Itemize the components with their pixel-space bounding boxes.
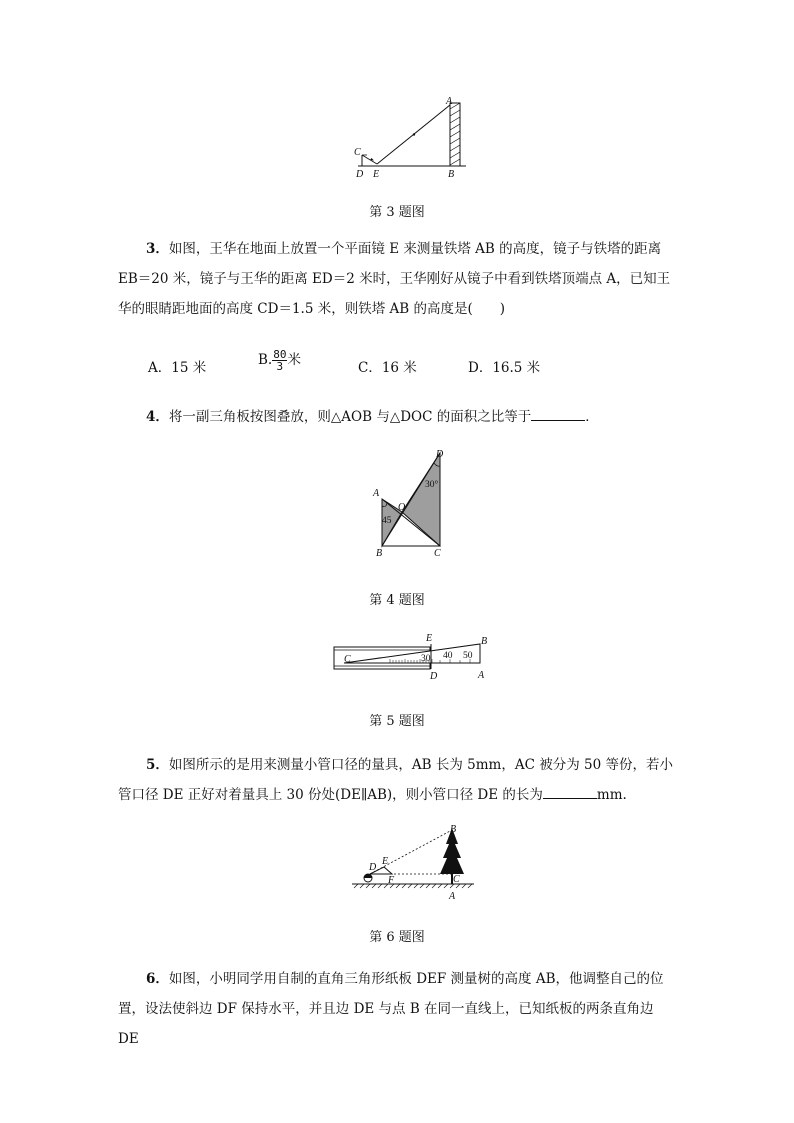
question-3-line-1: 如图，王华在地面上放置一个平面镜 E 来测量铁塔 AB 的高度，镜子与铁塔的距离 [168, 241, 662, 257]
figure-5-diagram [330, 632, 495, 682]
question-4-number: 4． [146, 409, 169, 425]
fig3-label-a: A [446, 96, 453, 107]
fig5-tick-30: 30 [421, 654, 431, 664]
fig4-angle-30: 30° [425, 480, 439, 490]
question-4-answer-blank[interactable] [531, 406, 585, 421]
option-b-prefix: B. [258, 352, 273, 368]
fig3-label-b: B [448, 169, 455, 180]
fig6-label-f: F [388, 875, 395, 886]
fig5-label-d: D [430, 671, 438, 682]
question-6 [118, 964, 678, 1054]
option-d[interactable]: D．16.5 米 [468, 360, 541, 376]
fig5-label-c: C [344, 654, 351, 665]
option-b-fraction [272, 349, 287, 372]
fig4-label-d: D [436, 449, 444, 460]
question-6-line-1: 如图，小明同学用自制的直角三角形纸板 DEF 测量树的高度 AB，他调整自己的位 [168, 971, 664, 987]
question-4-end: ． [585, 409, 599, 425]
option-b-numerator: 80 [273, 348, 287, 361]
fig5-tick-50: 50 [463, 651, 473, 661]
question-6-number: 6． [146, 971, 169, 987]
figure-3-caption: 第 3 题图 [369, 205, 425, 220]
figure-6-diagram [348, 820, 478, 908]
question-5-number: 5． [146, 757, 169, 773]
question-4-text: 将一副三角板按图叠放，则△AOB 与△DOC 的面积之比等于 [168, 409, 532, 425]
figure-5-caption: 第 5 题图 [369, 714, 425, 729]
option-b[interactable] [258, 348, 301, 372]
question-5-answer-blank[interactable] [543, 784, 597, 799]
fig3-label-e: E [373, 169, 380, 180]
question-3-line-3: 华的眼睛距地面的高度 CD＝1.5 米，则铁塔 AB 的高度是( ) [118, 301, 505, 317]
option-b-denominator: 3 [276, 360, 284, 373]
question-5-line-2: 管口径 DE 正好对着量具上 30 份处(DE∥AB)，则小管口径 DE 的长为 [118, 787, 543, 803]
figure-3-diagram [350, 95, 470, 185]
question-4 [118, 402, 678, 432]
fig6-label-a: A [449, 891, 456, 902]
question-3-number: 3． [146, 241, 169, 257]
figure-6-caption: 第 6 题图 [369, 930, 425, 945]
fig3-label-c: C [354, 147, 361, 158]
fig4-label-c: C [434, 548, 441, 559]
question-3-line-2: EB＝20 米，镜子与王华的距离 ED＝2 米时，王华刚好从镜子中看到铁塔顶端点 A，已知王 [118, 271, 671, 287]
fig5-label-a: A [478, 670, 485, 681]
fig3-label-d: D [356, 169, 364, 180]
fig5-tick-40: 40 [443, 651, 453, 661]
question-3 [118, 234, 678, 324]
question-6-line-2: 置，设法使斜边 DF 保持水平，并且边 DE 与点 B 在同一直线上，已知纸板的两条直角边 DE [118, 1001, 654, 1047]
question-5 [118, 750, 678, 810]
fig5-label-e: E [426, 633, 433, 644]
figure-4-diagram [370, 448, 450, 560]
fig4-label-a: A [373, 488, 380, 499]
fig4-label-b: B [376, 548, 383, 559]
option-c[interactable]: C．16 米 [358, 360, 417, 376]
fig6-label-e: E [382, 856, 389, 867]
fig6-label-c: C [453, 874, 460, 885]
option-b-unit: 米 [287, 352, 301, 368]
fig5-label-b: B [481, 636, 488, 647]
question-5-line-2-end: mm. [596, 787, 627, 803]
option-a[interactable]: A．15 米 [148, 360, 207, 376]
question-5-line-1: 如图所示的是用来测量小管口径的量具，AB 长为 5mm，AC 被分为 50 等份，若小 [168, 757, 673, 773]
fig4-angle-45: 45 [382, 516, 392, 526]
fig6-label-d: D [369, 862, 377, 873]
fig6-label-b: B [450, 824, 457, 835]
figure-4-caption: 第 4 题图 [369, 593, 425, 608]
fig4-label-o: O [398, 502, 406, 513]
